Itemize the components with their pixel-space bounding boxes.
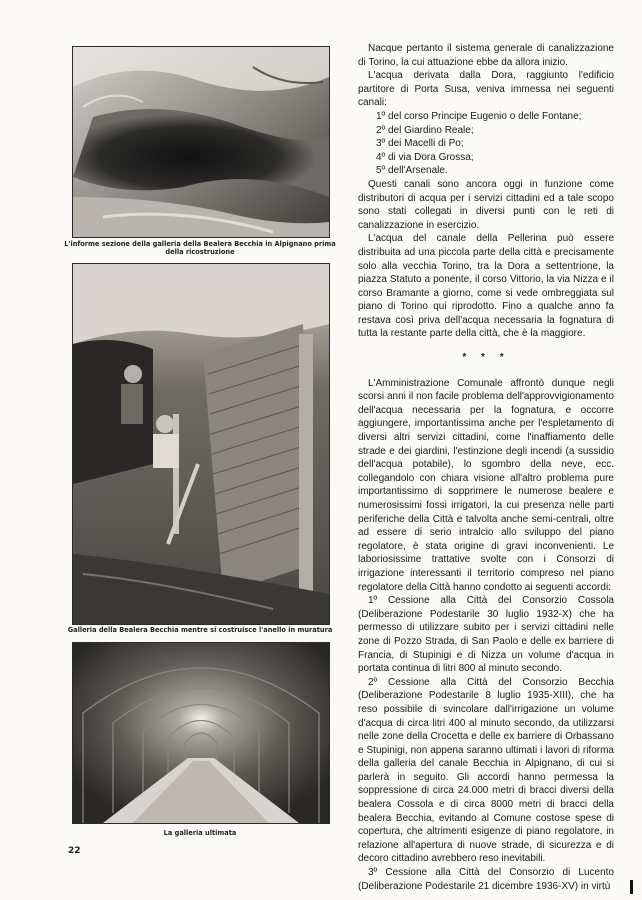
photo-caption: La galleria ultimata bbox=[163, 829, 237, 837]
tunnel-photo-1-image bbox=[73, 47, 329, 237]
section-separator: * * * bbox=[462, 352, 510, 364]
paragraph: 2º Cessione alla Città del Consorzio Becchia (Deliberazione Podestarile 8 luglio 1935-XIII), che ha reso possibile di svincolare dall'irrigazione un volume d'acqua di circa litri 400 al minuto secondo, da utilizzarsi nelle zone della Crocetta e delle ex barriere di Orbassano e Stupinigi, non appena saranno ultimati i lavori di riforma della galleria del canale Becchia in Alpignano, di cui si parlerà in seguito. Gli accordi hanno permessa la soppressione di circa 24.000 metri di bracci diversi della bealera Cossola e di circa 8000 metri di bracci della bealera Becchia, evitando al Comune costose spese di copertura, che altrimenti esigenze di piano regolatore, in relazione all'apertura di nuove strade, di sicurezza e di decoro cittadino avrebbero reso inevitabili. bbox=[358, 676, 614, 865]
paragraph: Nacque pertanto il sistema generale di canalizzazione di Torino, la cui attuazione ebbe da allora inizio. bbox=[358, 43, 614, 68]
paragraph: L'acqua del canale della Pellerina può essere distribuita ad una piccola parte della città e precisamente solo alla vecchia Torino, tra la Dora a settentrione, la piazza Statuto a ponente, il corso Vittorio, la via Nizza e il corso Bramante a giorno, come si vede ombreggiata sul piano di Torino qui riprodotto. Fino a qualche anno fa restava così priva dell'acqua necessaria la fognatura di tutta la restante parte della città, che è la maggiore. bbox=[358, 233, 614, 340]
paragraph: 3º Cessione alla Città del Consorzio di Lucento (Deliberazione Podestarile 21 dicembre 1936-XV) in virtù bbox=[358, 867, 614, 892]
tunnel-photo-2-image bbox=[73, 264, 329, 624]
list-item: 2º del Giardino Reale; bbox=[376, 124, 474, 136]
photo-tunnel-construction bbox=[72, 263, 330, 625]
photo-finished-tunnel bbox=[72, 642, 330, 824]
photo-caption: L'informe sezione della galleria della Bealera Becchia in Alpignano prima della ricostruzione bbox=[64, 240, 336, 256]
page-number: 22 bbox=[68, 846, 81, 856]
edge-mark bbox=[630, 880, 633, 894]
tunnel-photo-3-image bbox=[73, 643, 329, 823]
photo-rough-tunnel-section bbox=[72, 46, 330, 238]
paragraph: L'Amministrazione Comunale affrontò dunque negli scorsi anni il non facile problema dell'approvvigionamento dell'acqua necessaria per la fognatura, e occorre aggiungere, importantissima anche per l'espletamento di diversi altri servizi cittadini, come l'inaffiamento delle strade e dei giardini, l'estinzione degli incendi (a sussidio dell'acqua potabile), lo sgombro della neve, ecc. collegandolo con chiara visione all'altro problema pure importantissimo di sopprimere le numerose bealere e numerosissimi fossi irrigatori, la cui presenza nelle parti periferiche della Città e talvolta anche semi-centrali, oltre ad essere di serio intralcio allo sviluppo del piano regolatore, è stata origine di gravi inconvenienti. Le laboriosissime trattative svolte con i Consorzi di irrigazione interessanti il territorio compreso nel piano regolatore della Città hanno condotto ai seguenti accordi: bbox=[358, 377, 614, 593]
list-item: 1º del corso Principe Eugenio o delle Fontane; bbox=[376, 110, 582, 122]
paragraph: 1º Cessione alla Città del Consorzio Cossola (Deliberazione Podestarile 30 luglio 1932-X) che ha permesso di utilizzare subito per i servizi cittadini nelle zone di Pozzo Strada, di San Paolo e delle ex barriere di Francia, di Stupinigi e di Nizza un volume d'acqua in portata continua di litri 800 al minuto secondo. bbox=[358, 595, 614, 675]
paragraph: Questi canali sono ancora oggi in funzione come distributori di acqua per i servizi cittadini ed a tale scopo sono stati collegati in diversi punti con le reti di canalizzazione in esercizio. bbox=[358, 178, 614, 231]
list-item: 3º dei Macelli di Po; bbox=[376, 138, 464, 150]
list-item: 5º dell'Arsenale. bbox=[376, 165, 448, 177]
text-column bbox=[358, 42, 614, 893]
list-item: 4º di via Dora Grossa; bbox=[376, 151, 474, 163]
paragraph: L'acqua derivata dalla Dora, raggiunto l'edificio partitore di Porta Susa, veniva immessa nei seguenti canali: bbox=[358, 70, 614, 109]
photo-caption: Galleria della Bealera Becchia mentre si costruisce l'anello in muratura bbox=[67, 626, 333, 634]
